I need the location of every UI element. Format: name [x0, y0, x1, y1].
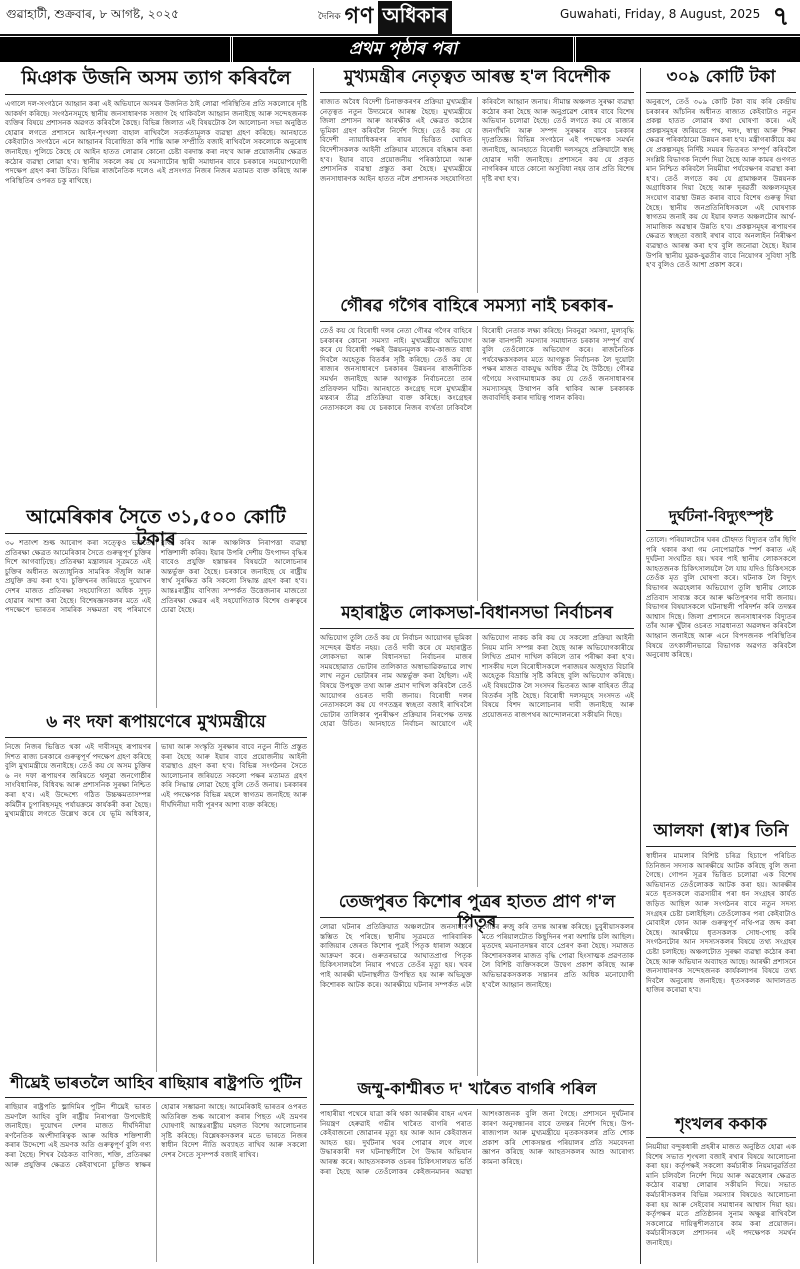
newspaper-logo: [318, 2, 452, 32]
date-assamese: গুৱাহাটী, শুক্ৰবাৰ, ৮ আগষ্ট, ২০২৫: [6, 7, 179, 21]
article-putin-visit: [5, 1075, 307, 1265]
article-maharashtra-election: [320, 604, 634, 889]
article-jk-accident: [320, 1080, 634, 1265]
article-discipline: [646, 1115, 796, 1265]
article-headline[interactable]: শৃংখলৰ ককাক: [646, 1115, 796, 1138]
article-headline[interactable]: গৌৰৱ গগৈৰ বাহিৰে সমস্যা নাই চৰকাৰ-: [320, 297, 634, 322]
date-english: Guwahati, Friday, 8 August, 2025: [560, 7, 761, 21]
article-body: এগালে দল-সংগঠনে আহ্বান কৰা এই অভিযানে অসমৰ উজনিত ঠাই লোৱা পৰিস্থিতিৰ প্ৰতি সকলোৰে দৃষ্টি আকৰ্ষণ কৰিছে। সংগঠনসমূহে স্থানীয় জনসাধাৰণক সজাগ হৈ থাকিবলৈ আহ্বান জনাইছে আৰু সন্দেহজনক ব্যক্তিৰ বিষয়ে প্ৰশাসনক অৱগত কৰিবলৈ কৈছে। বিভিন্ন জিলাত এই বিষয়টোক লৈ আলোচনা সভা অনুষ্ঠিত হোৱাৰ লগতে প্ৰশাসনে আইন-শৃংখলা বাহাল ৰাখিবলৈ সতৰ্কতামূলক ব্যৱস্থা গ্ৰহণ কৰিছে। আনহাতে কেইবাটাও সংগঠনে এনে আহ্বানৰ বিৰোধিতা কৰি শান্তি আৰু সম্প্ৰীতি বজাই ৰাখিবলৈ সকলোকে অনুৰোধ জনাইছে। পুলিচে কৈছে যে আইন হাতত লোৱাৰ কোনো চেষ্টা বৰদাস্ত কৰা নহ'ব আৰু প্ৰয়োজনীয় ক্ষেত্ৰত কঠোৰ ব্যৱস্থা লোৱা হ'ব। স্থানীয় সকলে কয় যে সমস্যাটোৰ স্থায়ী সমাধানৰ বাবে চৰকাৰে সময়োপযোগী পদক্ষেপ গ্ৰহণ কৰা উচিত। বিভিন্ন ৰাজনৈতিক দলেও এই প্ৰসংগত নিজৰ নিজৰ মতামত ব্যক্ত কৰিছে আৰু পৰিস্থিতিৰ ওপৰত চকু ৰাখিছে।: [5, 99, 307, 185]
article-foreigners-drive: [320, 68, 634, 295]
article-body: ৰাজ্যত অবৈধ বিদেশী চিনাক্তকৰণৰ প্ৰক্ৰিয়া মুখ্যমন্ত্ৰীৰ নেতৃত্বত নতুন উদ্যমেৰে আৰম্ভ হৈছে। মুখ্যমন্ত্ৰীয়ে জিলা প্ৰশাসন আৰু আৰক্ষীক এই ক্ষেত্ৰত কঠোৰ ভূমিকা গ্ৰহণ কৰিবলৈ নিৰ্দেশ দিছে। তেওঁ কয় যে বিদেশী ন্যায়াধিকৰণৰ ৰায়ৰ ভিত্তিত ঘোষিত বিদেশীসকলক আইনী প্ৰক্ৰিয়াৰ মাজেৰে বহিষ্কাৰ কৰা হ'ব। ইয়াৰ বাবে প্ৰয়োজনীয় পৰিকাঠামো আৰু প্ৰশাসনিক ব্যৱস্থা প্ৰস্তুত কৰা হৈছে। মুখ্যমন্ত্ৰীয়ে জনসাধাৰণক আইন হাতত নলৈ প্ৰশাসনক সহযোগিতা কৰিবলৈ আহ্বান জনায়। সীমান্ত অঞ্চলত সুৰক্ষা ব্যৱস্থা কঠোৰ কৰা হৈছে আৰু অনুপ্ৰৱেশ ৰোধৰ বাবে বিশেষ অভিযান চলোৱা হৈছে। তেওঁ লগতে কয় যে ৰাজ্যৰ জনগাঁথনি আৰু সম্পদ সুৰক্ষাৰ বাবে চৰকাৰ দৃঢ়প্ৰতিজ্ঞ। বিভিন্ন সংগঠনে এই পদক্ষেপক সমৰ্থন জনাইছে, আনহাতে বিৰোধী দলসমূহে প্ৰক্ৰিয়াটো স্বচ্ছ হোৱাৰ দাবী জনাইছে। প্ৰশাসনে কয় যে প্ৰকৃত নাগৰিকৰ যাতে কোনো অসুবিধা নহয় তাৰ প্ৰতি বিশেষ দৃষ্টি ৰখা হ'ব।: [320, 97, 634, 183]
article-tezpur-murder: [320, 893, 634, 1078]
article-headline[interactable]: শীঘ্ৰেই ভাৰতলৈ আহিব ৰাছিয়াৰ ৰাষ্ট্ৰপতি পুটিন: [5, 1075, 307, 1098]
article-headline[interactable]: তেজপুৰত কিশোৰ পুত্ৰৰ হাতত প্ৰাণ গ'ল পিতৃৰ: [320, 893, 634, 918]
page-number: ৭: [772, 2, 790, 32]
logo-daily-label: দৈনিক: [318, 12, 341, 22]
article-body: লোৱা ঘটনাৰ প্ৰতিক্ৰিয়াত অঞ্চলটোৰ জনসাধাৰণ স্তম্ভিত হৈ পৰিছে। স্থানীয় সূত্ৰমতে পাৰিবাৰিক কাজিয়াৰ জেৰত কিশোৰ পুত্ৰই পিতৃক ধাৰাল অস্ত্ৰৰে আক্ৰমণ কৰে। গুৰুতৰভাৱে আঘাতপ্ৰাপ্ত পিতৃক চিকিৎসালয়লৈ নিয়াৰ পথতে তেওঁৰ মৃত্যু হয়। খবৰ পাই আৰক্ষী ঘটনাস্থলীত উপস্থিত হয় আৰু অভিযুক্ত কিশোৰক আটক কৰে। আৰক্ষীয়ে ঘটনাৰ সম্পৰ্কত এটা গোচৰ ৰুজু কৰি তদন্ত আৰম্ভ কৰিছে। চুবুৰীয়াসকলৰ মতে পৰিয়ালটোত কিছুদিনৰ পৰা অশান্তি চলি আছিল। মৃতদেহ ময়নাতদন্তৰ বাবে প্ৰেৰণ কৰা হৈছে। সমাজত কিশোৰসকলৰ মাজত বৃদ্ধি পোৱা হিংসাত্মক প্ৰৱণতাক লৈ বিশিষ্ট ব্যক্তিসকলে উদ্বেগ প্ৰকাশ কৰিছে আৰু অভিভাৱকসকলক সন্তানৰ প্ৰতি অধিক মনোযোগী হ'বলৈ আহ্বান জনাইছে।: [320, 922, 634, 989]
article-body: তোলে। পৰিয়ালটোৰ ঘৰৰ চৌহদত বিদ্যুতৰ তাঁৰ ছিগি পৰি থকাৰ কথা গম নোপোৱাকৈ স্পৰ্শ কৰাত এই দুৰ্ঘটনা সংঘটিত হয়। খবৰ পাই স্থানীয় লোকসকলে আহতজনক চিকিৎসালয়লৈ লৈ যায় যদিও চিকিৎসকে তেওঁক মৃত বুলি ঘোষণা কৰে। ঘটনাক লৈ বিদ্যুৎ বিভাগৰ অৱহেলাৰ অভিযোগ তুলি স্থানীয় লোকে প্ৰতিবাদ সাব্যস্ত কৰে আৰু ক্ষতিপূৰণৰ দাবী জনায়। বিভাগৰ বিষয়াসকলে ঘটনাস্থলী পৰিদৰ্শন কৰি তদন্তৰ আশ্বাস দিছে। জিলা প্ৰশাসনে জনসাধাৰণক বিদ্যুতৰ তাঁৰ আৰু খুঁটাৰ ওচৰত সাৱধানতা অৱলম্বন কৰিবলৈ আহ্বান জনাইছে আৰু এনে বিপদজনক পৰিস্থিতিৰ বিষয়ে তৎকালীনভাৱে বিভাগক অৱগত কৰিবলৈ অনুৰোধ কৰিছে।: [646, 535, 796, 660]
logo-gana: গণ: [344, 3, 375, 29]
article-headline[interactable]: আমেৰিকাৰ সৈতে ৩১,৫০০ কোটি টকাৰ: [5, 507, 307, 534]
article-body: ৩০ শতাংশ শুল্ক আৰোপ কৰা সত্ত্বেও ভাৰতে প্ৰতিৰক্ষা ক্ষেত্ৰত আমেৰিকাৰ সৈতে গুৰুত্বপূৰ্ণ চুক্তিৰ দিশে আগবাঢ়িছে। প্ৰতিৰক্ষা মন্ত্ৰালয়ৰ সূত্ৰমতে এই চুক্তিৰ অধীনত অত্যাধুনিক সামৰিক সঁজুলি আৰু প্ৰযুক্তি ক্ৰয় কৰা হ'ব। চুক্তিখনৰ জৰিয়তে দুয়োখন দেশৰ মাজত প্ৰতিৰক্ষা সহযোগিতা অধিক সুদৃঢ় হোৱাৰ আশা কৰা হৈছে। বিশেষজ্ঞসকলৰ মতে এই পদক্ষেপে ভাৰতৰ সামৰিক সক্ষমতা বহু পৰিমাণে বৃদ্ধি কৰিব আৰু আঞ্চলিক নিৰাপত্তা ব্যৱস্থা শক্তিশালী কৰিব। ইয়াৰ উপৰি দেশীয় উৎপাদন বৃদ্ধিৰ বাবেও প্ৰযুক্তি হস্তান্তৰৰ বিষয়টো আলোচনাৰ অন্তৰ্ভুক্ত কৰা হৈছে। চৰকাৰে জনাইছে যে ৰাষ্ট্ৰীয় স্বাৰ্থ সুৰক্ষিত কৰি সকলো সিদ্ধান্ত গ্ৰহণ কৰা হ'ব। আন্তঃৰাষ্ট্ৰীয় বাণিজ্য সম্পৰ্কত উত্তেজনাৰ মাজতো প্ৰতিৰক্ষা ক্ষেত্ৰৰ এই সহযোগিতাক বিশেষ গুৰুত্বৰে চোৱা হৈছে।: [5, 538, 307, 615]
article-body: পাহাৰীয়া পথেৰে যাত্ৰা কৰি থকা আৰক্ষীৰ বাহন এখন নিয়ন্ত্ৰণ হেৰুৱাই গভীৰ খাৰৈত বাগৰি পৰাত কেইবাজনো জোৱানৰ মৃত্যু হয় আৰু আন কেইবাজন আহত হয়। দুৰ্ঘটনাৰ খবৰ পোৱাৰ লগে লগে উদ্ধাৰকাৰী দল ঘটনাস্থলীলৈ গৈ উদ্ধাৰ অভিযান আৰম্ভ কৰে। আহতসকলক ওচৰৰ চিকিৎসালয়ত ভৰ্তি কৰা হৈছে আৰু তেওঁলোকৰ কেইজনমানৰ অৱস্থা আশংকাজনক বুলি জনা গৈছে। প্ৰশাসনে দুৰ্ঘটনাৰ কাৰণ অনুসন্ধানৰ বাবে তদন্তৰ নিৰ্দেশ দিছে। উপ-ৰাজ্যপাল আৰু মুখ্যমন্ত্ৰীয়ে মৃতকসকলৰ প্ৰতি শোক প্ৰকাশ কৰি শোকসন্তপ্ত পৰিয়ালৰ প্ৰতি সমবেদনা জ্ঞাপন কৰিছে আৰু আহতসকলৰ আশু আৰোগ্য কামনা কৰিছে।: [320, 1109, 634, 1176]
column-divider: [313, 68, 314, 1264]
article-headline[interactable]: ৬ নং দফা ৰূপায়ণেৰে মুখ্যমন্ত্ৰীয়ে: [5, 713, 307, 738]
article-body: তেওঁ কয় যে বিৰোধী দলৰ নেতা গৌৰৱ গগৈৰ বাহিৰে চৰকাৰৰ কোনো সমস্যা নাই। মুখ্যমন্ত্ৰীয়ে অভিযোগ কৰে যে বিৰোধী পক্ষই উন্নয়নমূলক কাম-কাজত বাধা দিবলৈ অহেতুক বিতৰ্কৰ সৃষ্টি কৰিছে। তেওঁ কয় যে ৰাজ্যৰ জনসাধাৰণে চৰকাৰৰ উন্নয়নৰ ৰাজনীতিক সমৰ্থন জনাইছে আৰু আগন্তুক নিৰ্বাচনতো তাৰ প্ৰতিফলন ঘটিব। আনহাতে কংগ্ৰেছ দলে মুখ্যমন্ত্ৰীৰ মন্তব্যৰ তীব্ৰ প্ৰতিক্ৰিয়া ব্যক্ত কৰিছে। কংগ্ৰেছৰ নেতাসকলে কয় যে চৰকাৰে নিজৰ ব্যৰ্থতা ঢাকিবলৈ বিৰোধী নেতাক লক্ষ্য কৰিছে। নিবনুৱা সমস্যা, মূল্যবৃদ্ধি আৰু বানপানী সমস্যাৰ সমাধানত চৰকাৰ সম্পূৰ্ণ ব্যৰ্থ বুলি তেওঁলোকে অভিযোগ কৰে। ৰাজনৈতিক পৰ্যবেক্ষকসকলৰ মতে আগন্তুক নিৰ্বাচনক লৈ দুয়োটা পক্ষৰ মাজত বাকযুদ্ধ অধিক তীব্ৰ হৈ উঠিছে। গৌৰৱ গগৈয়ে সংবাদমাধ্যমক কয় যে তেওঁ জনসাধাৰণৰ সমস্যাসমূহ উত্থাপন কৰি থাকিব আৰু চৰকাৰক জবাবদিহি কৰাৰ দায়িত্ব পালন কৰিব।: [320, 326, 634, 412]
article-miyanga: [5, 68, 307, 502]
article-body: অনুৰূপে, তেওঁ ৩০৯ কোটি টকা ব্যয় কৰি কেন্দ্ৰীয় চৰকাৰৰ আঁচনিৰ অধীনত ৰাজ্যত কেইবাটাও নতুন প্ৰকল্প হাতত লোৱাৰ কথা ঘোষণা কৰে। এই প্ৰকল্পসমূহৰ জৰিয়তে পথ, দলং, স্বাস্থ্য আৰু শিক্ষা ক্ষেত্ৰৰ পৰিকাঠামো উন্নয়ন কৰা হ'ব। মন্ত্ৰীগৰাকীয়ে কয় যে প্ৰকল্পসমূহ নিৰ্দিষ্ট সময়ৰ ভিতৰত সম্পূৰ্ণ কৰিবলৈ সংশ্লিষ্ট বিভাগক নিৰ্দেশ দিয়া হৈছে আৰু কামৰ গুণগত মান নিশ্চিত কৰিবলৈ নিয়মীয়া পৰ্যবেক্ষণৰ ব্যৱস্থা কৰা হ'ব। তেওঁ লগতে কয় যে গ্ৰামাঞ্চলৰ উন্নয়নক অগ্ৰাধিকাৰ দিয়া হৈছে আৰু দূৰৱৰ্তী অঞ্চলসমূহৰ সংযোগ ব্যৱস্থা উন্নত কৰাৰ বাবে বিশেষ গুৰুত্ব দিয়া হৈছে। স্থানীয় জনপ্ৰতিনিধিসকলে এই ঘোষণাক স্বাগতম জনাই কয় যে ইয়াৰ ফলত অঞ্চলটোৰ আৰ্থ-সামাজিক অৱস্থাৰ উন্নতি হ'ব। প্ৰকল্পসমূহৰ ৰূপায়ণৰ ক্ষেত্ৰত স্বচ্ছতা বজাই ৰখাৰ বাবে অনলাইন নিৰীক্ষণ ব্যৱস্থাও আৰম্ভ কৰা হ'ব বুলি জনোৱা হৈছে। ইয়াৰ উপৰি স্থানীয় যুৱক-যুৱতীৰ বাবে নিয়োগৰ সুবিধা সৃষ্টি হ'ব বুলিও তেওঁ আশা প্ৰকাশ কৰে।: [646, 97, 796, 270]
article-309-crore: [646, 68, 796, 505]
article-body: অভিযোগ তুলি তেওঁ কয় যে নিৰ্বাচন আয়োগৰ ভূমিকা সন্দেহৰ ঊৰ্ধত নহয়। তেওঁ দাবী কৰে যে মহাৰাষ্ট্ৰত লোকসভা আৰু বিধানসভা নিৰ্বাচনৰ মাজৰ সময়ছোৱাত ভোটাৰ তালিকাত অস্বাভাৱিকভাৱে লাখ লাখ নতুন ভোটাৰৰ নাম অন্তৰ্ভুক্ত কৰা হৈছিল। এই বিষয়ে উপযুক্ত তথ্য আৰু প্ৰমাণ দাখিল কৰিবলৈ তেওঁ আয়োগৰ ওচৰত দাবী জনায়। বিৰোধী দলৰ নেতাসকলে কয় যে গণতন্ত্ৰৰ স্বচ্ছতা বজাই ৰাখিবলৈ ভোটাৰ তালিকাৰ পুনৰীক্ষণ প্ৰক্ৰিয়াৰ নিৰপেক্ষ তদন্ত হোৱা উচিত। আনহাতে নিৰ্বাচন আয়োগে এই অভিযোগ নাকচ কৰি কয় যে সকলো প্ৰক্ৰিয়া আইনী নিয়ম মানি সম্পন্ন কৰা হৈছে আৰু অভিযোগকাৰীয়ে লিখিত প্ৰমাণ দাখিল কৰিলে তাৰ পৰীক্ষা কৰা হ'ব। শাসকীয় দলে বিৰোধীসকলে পৰাজয়ৰ অজুহাত বিচাৰি অহেতুক বিভ্ৰান্তি সৃষ্টি কৰিছে বুলি অভিযোগ কৰিছে। এই বিষয়টোক লৈ সংসদৰ ভিতৰত আৰু বাহিৰত তীব্ৰ বিতৰ্কৰ সৃষ্টি হৈছে। বিৰোধী দলসমূহে সংসদত এই বিষয়ে বিশদ আলোচনাৰ দাবী জনাইছে আৰু প্ৰয়োজনত ৰাজপথৰ আন্দোলনৰো সকীয়নি দিছে।: [320, 633, 634, 729]
article-electrocution: [646, 508, 796, 820]
article-body: স্বাধীনৰ মামলাৰ বিশিষ্ট চৰিত্ৰ হিচাপে পৰিচিত তিনিজন সদস্যক আৰক্ষীয়ে আটক কৰিছে বুলি জনা গৈছে। গোপন সূত্ৰৰ ভিত্তিত চলোৱা এক বিশেষ অভিযানত তেওঁলোকক আটক কৰা হয়। আৰক্ষীৰ মতে ধৃতসকলে ব্যৱসায়ীৰ পৰা ধন সংগ্ৰহৰ কাৰ্যত জড়িত আছিল আৰু সংগঠনৰ বাবে নতুন সদস্য সংগ্ৰহৰ চেষ্টা চলাইছিল। তেওঁলোকৰ পৰা কেইবাটাও মোবাইল ফোন আৰু গুৰুত্বপূৰ্ণ নথি-পত্ৰ জব্দ কৰা হৈছে। আৰক্ষীয়ে ধৃতসকলক সোধ-পোছ কৰি সংগঠনটোৰ আন সদস্যসকলৰ বিষয়ে তথ্য সংগ্ৰহৰ চেষ্টা চলাইছে। অঞ্চলটোত সুৰক্ষা ব্যৱস্থা কঠোৰ কৰা হৈছে আৰু অভিযান অব্যাহত আছে। আৰক্ষী প্ৰশাসনে জনসাধাৰণক সন্দেহজনক কাৰ্যকলাপৰ বিষয়ে তথ্য দিবলৈ অনুৰোধ জনাইছে। ধৃতসকলক আদালতত হাজিৰ কৰোৱা হ'ব।: [646, 851, 796, 995]
article-headline[interactable]: দুৰ্ঘটনা-বিদ্যুৎস্পৃষ্ট: [646, 508, 796, 531]
article-body: ৰাছিয়াৰ ৰাষ্ট্ৰপতি ভ্লাদিমিৰ পুটিন শীঘ্ৰেই ভাৰত ভ্ৰমণলৈ আহিব বুলি ৰাষ্ট্ৰীয় নিৰাপত্তা উপদেষ্টাই জনাইছে। দুয়োখন দেশৰ মাজত দীৰ্ঘদিনীয়া ৰণনৈতিক অংশীদাৰিত্বক আৰু অধিক শক্তিশালী কৰাৰ উদ্দেশ্যে এই ভ্ৰমণক অতি গুৰুত্বপূৰ্ণ বুলি গণ্য কৰা হৈছে। শিখৰ বৈঠকত বাণিজ্য, শক্তি, প্ৰতিৰক্ষা আৰু প্ৰযুক্তিৰ ক্ষেত্ৰত কেইবাখনো চুক্তিত স্বাক্ষৰ হোৱাৰ সম্ভাৱনা আছে। আমেৰিকাই ভাৰতৰ ওপৰত অতিৰিক্ত শুল্ক আৰোপ কৰাৰ পিছত এই ভ্ৰমণৰ ঘোষণাই আন্তঃৰাষ্ট্ৰীয় মহলত বিশেষ আলোচনাৰ সৃষ্টি কৰিছে। বিশ্লেষকসকলৰ মতে ভাৰতে নিজৰ স্বাধীন বিদেশ নীতি অব্যাহত ৰাখিব আৰু সকলো দেশৰ সৈতে সুসম্পৰ্ক বজাই ৰাখিব।: [5, 1102, 307, 1169]
logo-adhikar: অধিকাৰ: [378, 1, 451, 34]
column-divider: [640, 68, 641, 1264]
article-body: নিয়মীয়া বন্দুকধাৰী প্ৰহৰীৰ মাজত অনুষ্ঠিত হোৱা এক বিশেষ সভাত শৃংখলা বজাই ৰখাৰ বিষয়ে আলোচনা কৰা হয়। কৰ্তৃপক্ষই সকলো কৰ্মচাৰীক নিয়মানুৱৰ্তিতা মানি চলিবলৈ নিৰ্দেশ দিয়ে আৰু অৱহেলাৰ ক্ষেত্ৰত কঠোৰ ব্যৱস্থা লোৱাৰ সকীয়নি দিয়ে। সভাত কৰ্মচাৰীসকলৰ বিভিন্ন সমস্যাৰ বিষয়েও আলোচনা কৰা হয় আৰু সেইবোৰ সমাধানৰ আশ্বাস দিয়া হয়। কৰ্তৃপক্ষৰ মতে প্ৰতিষ্ঠানৰ সুনাম অক্ষুণ্ণ ৰাখিবলৈ সকলোৱে দায়িত্বশীলতাৰে কাম কৰা প্ৰয়োজন। কৰ্মচাৰীসকলে প্ৰশাসনৰ এই পদক্ষেপক সমৰ্থন জনাইছে।: [646, 1142, 796, 1247]
article-headline[interactable]: মিঞাক উজনি অসম ত্যাগ কৰিবলৈ: [5, 68, 307, 95]
article-headline[interactable]: জম্মু-কাশ্মীৰত দ' খাৰৈত বাগৰি পৰিল: [320, 1080, 634, 1105]
section-banner-title: প্ৰথম পৃষ্ঠাৰ পৰা: [230, 37, 576, 62]
article-headline[interactable]: ৩০৯ কোটি টকা: [646, 68, 796, 93]
article-ulfa: [646, 822, 796, 1112]
article-america-deal: [5, 507, 307, 712]
article-headline[interactable]: মহাৰাষ্ট্ৰত লোকসভা-বিধানসভা নিৰ্বাচনৰ: [320, 604, 634, 629]
article-headline[interactable]: আলফা (স্বা)ৰ তিনি: [646, 822, 796, 847]
article-headline[interactable]: মুখ্যমন্ত্ৰীৰ নেতৃত্বত আৰম্ভ হ'ল বিদেশীক: [320, 68, 634, 93]
article-six-clause: [5, 713, 307, 1073]
masthead: [0, 0, 800, 36]
article-body: নিজে নিজৰ ভিত্তিত থকা এই দাবীসমূহ ৰূপায়ণৰ দিশত ৰাজ্য চৰকাৰে গুৰুত্বপূৰ্ণ পদক্ষেপ গ্ৰহণ কৰিছে বুলি মুখ্যমন্ত্ৰীয়ে জনাইছে। তেওঁ কয় যে অসম চুক্তিৰ ৬ নং দফা ৰূপায়ণৰ জৰিয়তে থলুৱা জনগোষ্ঠীৰ সাংবিধানিক, বিধিবদ্ধ আৰু প্ৰশাসনিক সুৰক্ষা নিশ্চিত কৰা হ'ব। এই উদ্দেশ্যে গঠিত উচ্চক্ষমতাসম্পন্ন কমিটীৰ চুপাৰিছসমূহ পৰ্যায়ক্ৰমে কাৰ্যকৰী কৰা হৈছে। মুখ্যমন্ত্ৰীয়ে লগতে উল্লেখ কৰে যে ভূমি অধিকাৰ, ভাষা আৰু সংস্কৃতি সুৰক্ষাৰ বাবে নতুন নীতি প্ৰস্তুত কৰা হৈছে আৰু ইয়াৰ বাবে প্ৰয়োজনীয় আইনী ব্যৱস্থাও গ্ৰহণ কৰা হ'ব। বিভিন্ন সংগঠনৰ সৈতে আলোচনাৰ জৰিয়তে সকলো পক্ষৰ মতামত গ্ৰহণ কৰি সিদ্ধান্ত লোৱা হৈছে বুলি তেওঁ জনায়। চৰকাৰৰ এই পদক্ষেপক বিভিন্ন মহলে স্বাগতম জনাইছে আৰু দীৰ্ঘদিনীয়া দাবী পূৰণৰ আশা ব্যক্ত কৰিছে।: [5, 742, 307, 819]
article-gaurav-gogoi: [320, 297, 634, 603]
section-banner: [0, 37, 800, 62]
